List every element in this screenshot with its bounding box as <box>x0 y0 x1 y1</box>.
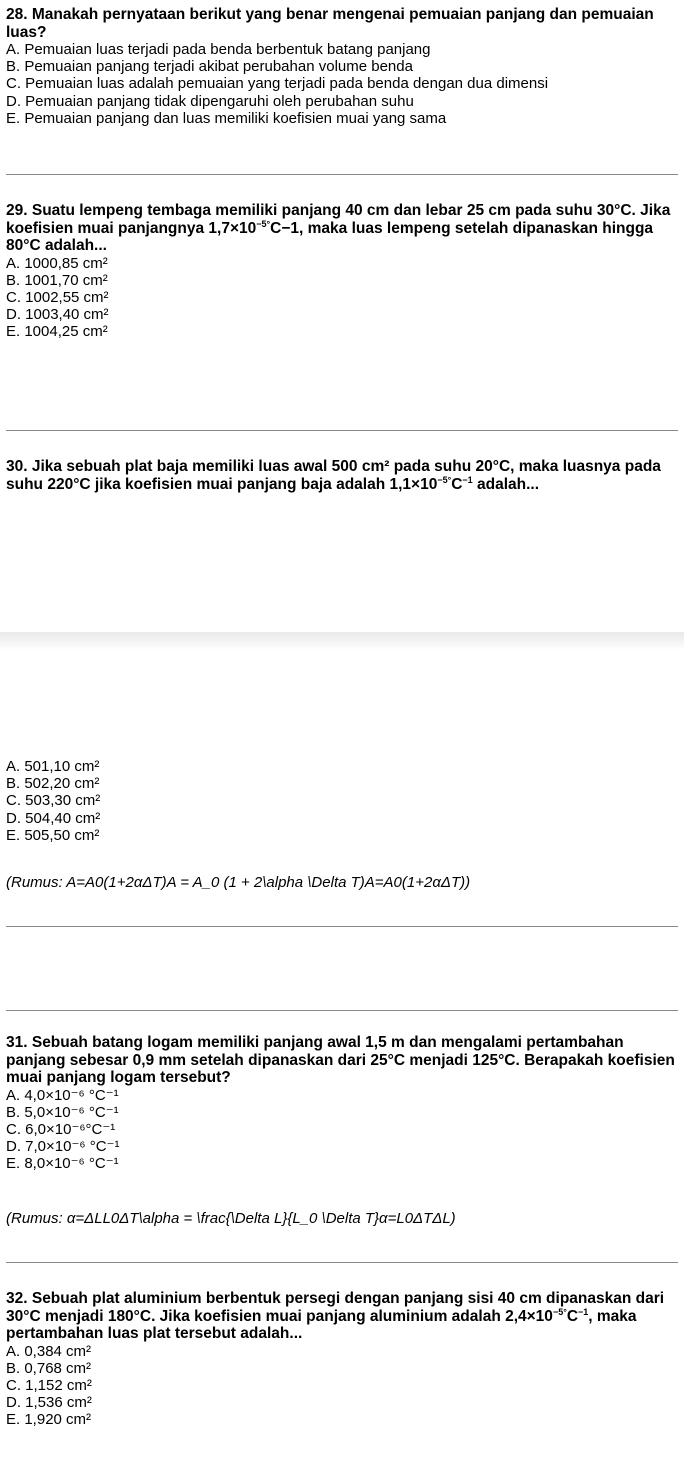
option-c: C. 1002,55 cm² <box>6 288 109 306</box>
option-c: C. 6,0×10⁻⁶°C⁻¹ <box>6 1120 116 1138</box>
question-31-formula: (Rumus: α=ΔLL0ΔT\alpha = \frac{\Delta L}{L_0 \Delta T}α=L0ΔTΔL) <box>6 1210 456 1227</box>
question-29-options <box>6 255 678 341</box>
option-b: B. 0,768 cm² <box>6 1359 92 1377</box>
option-a: A. 4,0×10⁻⁶ °C⁻¹ <box>6 1086 119 1104</box>
option-a: A. 501,10 cm² <box>6 758 100 775</box>
question-28-options <box>6 41 678 127</box>
option-d: D. 1,536 cm² <box>6 1394 92 1412</box>
question-28 <box>6 6 678 127</box>
option-b: B. 5,0×10⁻⁶ °C⁻¹ <box>6 1103 119 1121</box>
question-28-stem: 28. Manakah pernyataan berikut yang benar mengenai pemuaian panjang dan pemuaian luas? <box>6 6 654 41</box>
question-29-stem: 29. Suatu lempeng tembaga memiliki panjang 40 cm dan lebar 25 cm pada suhu 30°C. Jika koefisien muai panjangnya $1,7\times 10^{-5^\circ}C-1$, maka luas lempeng setelah dipanaskan hingga 80°C adalah... <box>6 202 671 254</box>
option-d: D. 504,40 cm² <box>6 809 101 827</box>
option-e: E. 8,0×10⁻⁶ °C⁻¹ <box>6 1155 119 1173</box>
option-d: D. Pemuaian panjang tidak dipengaruhi oleh perubahan suhu <box>6 92 414 110</box>
divider <box>6 1262 678 1263</box>
question-30-stem: 30. Jika sebuah plat baja memiliki luas awal 500 cm² pada suhu 20°C, maka luasnya pada suhu 220°C jika koefisien muai panjang baja adalah $1,1\times 10^{-5^\circ}C^{-1}$ adalah... <box>6 458 661 493</box>
option-b: B. Pemuaian panjang terjadi akibat perubahan volume benda <box>6 58 413 76</box>
option-e: E. Pemuaian panjang dan luas memiliki koefisien muai yang sama <box>6 109 447 127</box>
option-c: C. Pemuaian luas adalah pemuaian yang terjadi pada benda dengan dua dimensi <box>6 75 549 93</box>
divider <box>6 174 678 175</box>
option-a: A. Pemuaian luas terjadi pada benda berbentuk batang panjang <box>6 41 431 58</box>
option-c: C. 503,30 cm² <box>6 792 101 810</box>
question-31-options <box>6 1087 678 1173</box>
divider <box>6 430 678 431</box>
option-b: B. 1001,70 cm² <box>6 271 108 289</box>
question-32 <box>6 1290 678 1429</box>
option-d: D. 7,0×10⁻⁶ °C⁻¹ <box>6 1138 120 1156</box>
option-e: E. 1004,25 cm² <box>6 323 108 341</box>
question-31-stem: 31. Sebuah batang logam memiliki panjang awal 1,5 m dan mengalami pertambahan panjang sebesar 0,9 mm setelah dipanaskan dari 25°C menjadi 125°C. Berapakah koefisien muai panjang logam tersebut? <box>6 1034 675 1086</box>
question-30 <box>6 458 678 493</box>
option-b: B. 502,20 cm² <box>6 775 100 793</box>
option-d: D. 1003,40 cm² <box>6 306 109 324</box>
option-a: A. 0,384 cm² <box>6 1342 92 1360</box>
option-e: E. 505,50 cm² <box>6 826 100 844</box>
option-c: C. 1,152 cm² <box>6 1376 92 1394</box>
question-29 <box>6 202 678 341</box>
option-e: E. 1,920 cm² <box>6 1411 92 1429</box>
page-break-band <box>0 632 684 650</box>
divider <box>6 1010 678 1011</box>
question-32-options <box>6 1343 678 1429</box>
question-30-formula: (Rumus: A=A0(1+2αΔT)A = A_0 (1 + 2\alpha \Delta T)A=A0(1+2αΔT)) <box>6 874 471 891</box>
question-30-options-block <box>6 758 678 844</box>
option-a: A. 1000,85 cm² <box>6 254 108 272</box>
question-32-stem: 32. Sebuah plat aluminium berbentuk persegi dengan panjang sisi 40 cm dipanaskan dari 30°C menjadi 180°C. Jika koefisien muai panjang aluminium adalah $2,4\times 10^{-5^\circ}C^{-1}$, maka pertambahan luas plat tersebut adalah... <box>6 1290 665 1342</box>
question-31 <box>6 1034 678 1173</box>
divider <box>6 926 678 927</box>
question-30-options <box>6 758 678 844</box>
